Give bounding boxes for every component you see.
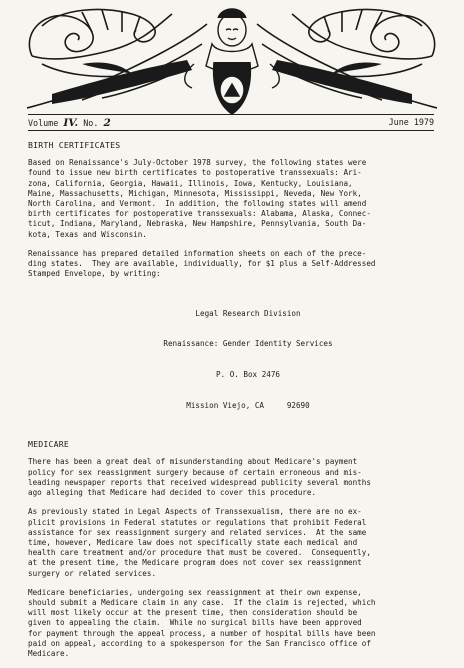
heading-birth-certificates: BIRTH CERTIFICATES (28, 140, 121, 150)
article-body (28, 140, 436, 668)
medicare-paragraph-1: There has been a great deal of misunderstanding about Medicare's payment policy for sex reassignment surgery because of certain erroneous and mis- leading newspaper reports that received widespread publicity several months ago alleging that Medicare had decided to cover this procedure. (28, 457, 371, 498)
volume-number: IV. (63, 117, 79, 129)
masthead-illustration (22, 4, 442, 116)
medicare-paragraph-3: Medicare beneficiaries, undergoing sex reassignment at their own expense, should submit a Medicare claim in any case. If the claim is rejected, which will most likely occur at the present time, then consideration should be given to appealing the claim. While no surgical bills have been approved for payment through the appeal process, a number of hospital bills have been paid on appeal, according to a spokesperson for the San Francisco office of Medicare. (28, 587, 376, 658)
address-line: Mission Viejo, CA 92690 (186, 400, 310, 410)
address-line: Renaissance: Gender Identity Services (163, 339, 333, 349)
address-line: P. O. Box 2476 (215, 370, 280, 380)
issue-date: June 1979 (388, 117, 434, 127)
number-value: 2 (103, 117, 111, 129)
header-rule-top (28, 114, 434, 115)
heading-medicare: MEDICARE (28, 439, 70, 450)
medicare-paragraph-2: As previously stated in Legal Aspects of Transsexualism, there are no ex- plicit provisions in Federal statutes or regulations that prohibit Federal assistance for sex reassignment surgery and related services. At the same time, however, Medicare law does not specifically state each medical and health care treatment and/or procedure that must be covered. Consequently, at the present time, the Medicare program does not cover sex reassignment surgery or related services. (28, 507, 371, 578)
address-line: Legal Research Division (195, 308, 301, 318)
header-rule-bottom (28, 130, 434, 131)
birth-certificates-paragraph-2: Renaissance has prepared detailed information sheets on each of the prece- ding states. They are available, individually, for $1 plus a Self-Addressed Stamped Envelope, by writing: (28, 248, 376, 279)
issue-line (28, 117, 434, 129)
volume-label: Volume (28, 118, 59, 128)
mailing-address (28, 288, 436, 431)
birth-certificates-paragraph-1: Based on Renaissance's July-October 1978 survey, the following states were found to issue new birth certificates to postoperative transsexuals: Ari- zona, California, Georgia, Hawaii, Illinois, Iowa, Kentucky, Louisiana, Maine, Massachusetts, Michigan, Minnesota, Mississippi, Neveda, New York, North Carolina, and Vermont. In addition, the following states will amend birth certificates for postoperative transsexuals: Alabama, Alaska, Connec- ticut, Indiana, Maryland, Nebraska, New Hampshire, Pennsylvania, South Da- kota, Texas and Wisconsin. (28, 158, 371, 239)
number-label: No. (83, 118, 99, 128)
